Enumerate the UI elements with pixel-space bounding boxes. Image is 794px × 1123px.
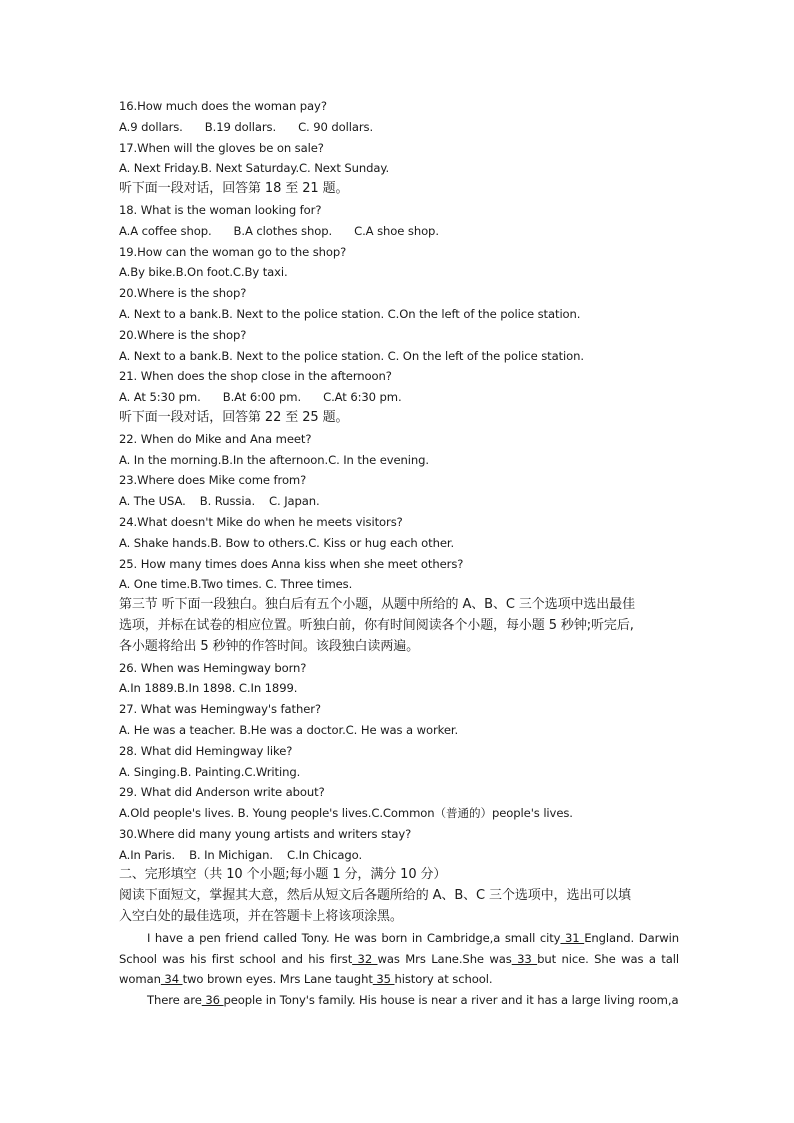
part2-instruction-line1: 阅读下面短文，掌握其大意，然后从短文后各题所给的 A、B、C 三个选项中，选出可以填 [119,888,631,904]
options-17: A. Next Friday.B. Next Saturday.C. Next Sunday. [119,161,390,176]
part2-instruction-line2: 入空白处的最佳选项，并在答题卡上将该项涂黑。 [119,909,403,925]
question-28: 28. What did Hemingway like? [119,743,293,758]
blank-36: 36 [201,993,224,1008]
blank-34: 34 [160,972,183,987]
options-20: A. Next to a bank.B. Next to the police station. C.On the left of the police station. [119,306,581,321]
blank-35: 35 [372,972,395,987]
question-16: 16.How much does the woman pay? [119,99,327,113]
passage-paragraph-2: There are 36 people in Tony's family. His house is near a river and it has a large living room,a [147,993,679,1008]
question-27: 27. What was Hemingway's father? [119,702,321,717]
question-18: 18. What is the woman looking for? [119,202,322,217]
option-b: B.19 dollars. [204,119,277,134]
options-23 [119,491,679,512]
option-b: B. Russia. [199,494,256,509]
section3-instruction-line1: 第三节 听下面一段独白。独白后有五个小题，从题中所给的 A、B、C 三个选项中选出最佳 [119,597,635,613]
option-c: C.In Chicago. [287,847,363,862]
option-a: A.A coffee shop. [119,223,212,238]
option-a: A.9 dollars. [119,119,183,134]
passage-paragraph-1: I have a pen friend called Tony. He was born in Cambridge,a small city 31 England. Darwin School was his first school and his first 32 was Mrs Lane.She was 33 but nice. She was a tall woman 34 two brown eyes. Mrs Lane taught 35 history at school. [119,930,679,987]
question-26: 26. When was Hemingway born? [119,660,307,675]
option-b: B.At 6:00 pm. [222,390,302,405]
question-20-repeat: 20.Where is the shop? [119,327,247,342]
options-22: A. In the morning.B.In the afternoon.C. In the evening. [119,452,429,467]
option-c: C. 90 dollars. [298,119,374,134]
exam-content [119,96,679,1011]
question-20: 20.Where is the shop? [119,286,247,301]
option-b: B.A clothes shop. [233,223,333,238]
section3-instruction-line3: 各小题将给出 5 秒钟的作答时间。该段独白读两遍。 [119,638,420,654]
options-26: A.In 1889.B.In 1898. C.In 1899. [119,681,298,696]
question-22: 22. When do Mike and Ana meet? [119,431,312,446]
question-17: 17.When will the gloves be on sale? [119,140,324,155]
question-25: 25. How many times does Anna kiss when she meet others? [119,556,464,571]
question-21: 21. When does the shop close in the afternoon? [119,369,392,384]
question-19: 19.How can the woman go to the shop? [119,244,347,259]
options-19: A.By bike.B.On foot.C.By taxi. [119,265,288,280]
option-a: A. At 5:30 pm. [119,390,201,405]
section3-instruction-line2: 选项，并标在试卷的相应位置。听独白前，你有时间阅读各个小题，每小题 5 秒钟;听完后, [119,617,634,633]
options-18 [119,221,679,242]
options-25: A. One time.B.Two times. C. Three times. [119,577,353,592]
options-28: A. Singing.B. Painting.C.Writing. [119,764,301,779]
options-29: A.Old people's lives. B. Young people's lives.C.Common（普通的）people's lives. [119,806,573,821]
question-23: 23.Where does Mike come from? [119,473,307,488]
options-16 [119,117,679,138]
instruction-22-25: 听下面一段对话，回答第 22 至 25 题。 [119,409,349,425]
options-20-repeat: A. Next to a bank.B. Next to the police station. C. On the left of the police station. [119,348,584,363]
option-b: B. In Michigan. [189,847,274,862]
instruction-18-21: 听下面一段对话，回答第 18 至 21 题。 [119,181,349,197]
options-21 [119,387,679,408]
option-a: A.In Paris. [119,847,176,862]
option-a: A. The USA. [119,494,186,509]
options-27: A. He was a teacher. B.He was a doctor.C. He was a worker. [119,722,459,737]
blank-32: 32 [352,951,378,966]
option-c: C.At 6:30 pm. [323,390,402,405]
question-30: 30.Where did many young artists and writers stay? [119,826,412,841]
part2-title: 二、完形填空（共 10 个小题;每小题 1 分，满分 10 分） [119,867,447,883]
blank-31: 31 [560,930,585,945]
option-c: C. Japan. [269,494,320,509]
question-24: 24.What doesn't Mike do when he meets visitors? [119,514,403,529]
question-29: 29. What did Anderson write about? [119,785,325,800]
options-30 [119,845,679,866]
blank-33: 33 [511,951,538,966]
option-c: C.A shoe shop. [354,223,439,238]
options-24: A. Shake hands.B. Bow to others.C. Kiss or hug each other. [119,535,455,550]
